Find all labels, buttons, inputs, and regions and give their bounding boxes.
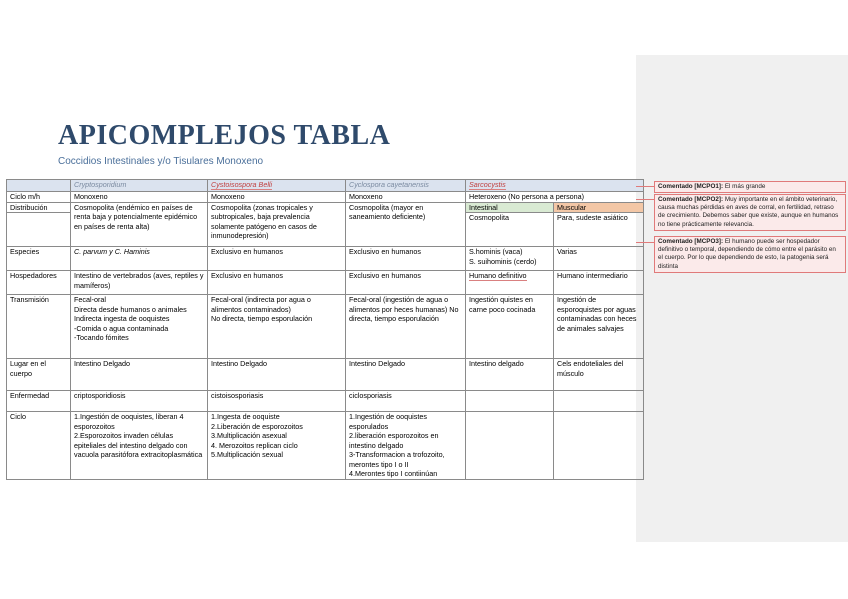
cell-line: 3.Multiplicación asexual bbox=[211, 431, 287, 440]
cell-line: 4.Merontes tipo I contiinúan bbox=[349, 469, 438, 478]
comment-text: El más grande bbox=[724, 183, 766, 190]
cell-line: 4. Merozoitos replican ciclo bbox=[211, 440, 298, 450]
cell-line: 2.Esporozoitos invaden células epiteliales del intestino delgado con vacuola parasitófora extracitoplasmática bbox=[74, 431, 203, 459]
comment-2[interactable] bbox=[654, 194, 846, 231]
table-cell: Intestino Delgado bbox=[346, 359, 466, 391]
table-cell: C. parvum y C. Haminis bbox=[71, 247, 208, 271]
comment-connector bbox=[636, 186, 654, 187]
cell-line: Directa desde humanos o animales bbox=[74, 304, 187, 314]
row-label: Especies bbox=[7, 247, 71, 271]
header-cyclospora: Cyclospora cayetanensis bbox=[346, 180, 466, 192]
apicomplejos-table bbox=[6, 179, 644, 480]
table-cell: Ingestión de esporoquistes por aguas contaminadas con heces de animales salvajes bbox=[554, 295, 644, 359]
table-row bbox=[7, 295, 644, 359]
header-cystoisospora bbox=[208, 180, 346, 192]
cell-line: -Tocando fómites bbox=[74, 333, 129, 342]
table-cell: Varias bbox=[554, 247, 644, 271]
comment-author: Comentado [MCPO1]: bbox=[658, 183, 724, 190]
cell-line: 3-Transformacion a trofozoito, merontes tipo I o II bbox=[349, 450, 445, 469]
row-label: Enfermedad bbox=[7, 391, 71, 412]
row-label: Hospedadores bbox=[7, 271, 71, 295]
table-row bbox=[7, 202, 644, 213]
cell-line: 1.Ingestión de ooquistes, liberan 4 esporozoitos bbox=[74, 412, 184, 431]
table-cell: Monoxeno bbox=[71, 192, 208, 203]
row-label: Ciclo bbox=[7, 412, 71, 480]
table-cell: Intestinal bbox=[466, 202, 554, 213]
table-cell bbox=[346, 412, 466, 480]
table-cell: Cosmopolita bbox=[466, 213, 554, 247]
species-line: S. suihominis (cerdo) bbox=[469, 256, 537, 266]
row-label: Transmisión bbox=[7, 295, 71, 359]
table-cell: Cosmopolita (endémico en países de renta baja y potencialmente epidémico en países de renta alta) bbox=[71, 202, 208, 247]
comments-pane bbox=[636, 55, 848, 542]
header-cell bbox=[7, 180, 71, 192]
table-cell bbox=[208, 412, 346, 480]
cell-line: 1.Ingesta de ooquiste bbox=[211, 412, 280, 421]
table-cell: Cels endoteliales del músculo bbox=[554, 359, 644, 391]
table-cell: criptosporidiosis bbox=[71, 391, 208, 412]
cell-line: No directa, tiempo esporulación bbox=[211, 314, 313, 323]
table-row bbox=[7, 271, 644, 295]
table-cell bbox=[71, 295, 208, 359]
table-cell bbox=[7, 213, 71, 247]
table-cell: Ingestión quistes en carne poco cocinada bbox=[466, 295, 554, 359]
comment-connector bbox=[636, 242, 654, 243]
table-cell: Fecal-oral (ingestión de agua o alimentos por heces humanas) No directa, tiempo esporulación bbox=[346, 295, 466, 359]
table-cell: Exclusivo en humanos bbox=[208, 247, 346, 271]
table-cell: Intestino Delgado bbox=[208, 359, 346, 391]
row-label: Lugar en el cuerpo bbox=[7, 359, 71, 391]
table-cell bbox=[466, 247, 554, 271]
comment-1[interactable] bbox=[654, 181, 846, 193]
cell-line: Indirecta ingesta de ooquistes bbox=[74, 314, 170, 323]
comment-3[interactable] bbox=[654, 236, 846, 273]
table-cell bbox=[466, 412, 554, 480]
table-cell: Para, sudeste asiático bbox=[554, 213, 644, 247]
table-cell: Heteroxeno (No persona a persona) bbox=[466, 192, 644, 203]
table-cell: Exclusivo en humanos bbox=[346, 247, 466, 271]
cell-line: 2.Liberación de esporozoitos bbox=[211, 421, 303, 431]
cell-line: Fecal-oral (indirecta por agua o alimentos contaminados) bbox=[211, 295, 311, 314]
comment-connector bbox=[636, 199, 654, 200]
table-cell bbox=[208, 295, 346, 359]
table-cell: Cosmopolita (mayor en saneamiento deficiente) bbox=[346, 202, 466, 247]
table-header-row bbox=[7, 180, 644, 192]
table-cell: Exclusivo en humanos bbox=[208, 271, 346, 295]
row-label: Distribución bbox=[7, 202, 71, 213]
table-cell bbox=[71, 412, 208, 480]
table-cell: Humano intermediario bbox=[554, 271, 644, 295]
table-cell: cistoisosporiasis bbox=[208, 391, 346, 412]
table-row bbox=[7, 391, 644, 412]
table-cell: Muscular bbox=[554, 202, 644, 213]
comment-text: Muy importante en el ámbito veterinario, causa muchas pérdidas en aves de corral, en fertilidad, retraso de crecimiento. Debemos saber que existe, aunque en humanos no tiene prácticamente relevancia. bbox=[658, 196, 839, 228]
comment-anchor[interactable]: Humano definitivo bbox=[469, 271, 527, 280]
cell-line: Fecal-oral bbox=[74, 295, 106, 304]
cell-line: 1.Ingestión de ooquistes esporulados bbox=[349, 412, 427, 431]
comment-author: Comentado [MCPO3]: bbox=[658, 238, 724, 245]
table-row bbox=[7, 247, 644, 271]
comment-anchor[interactable]: Sarcocystis bbox=[469, 180, 506, 189]
table-cell: Exclusivo en humanos bbox=[346, 271, 466, 295]
table-row bbox=[7, 412, 644, 480]
table-cell bbox=[466, 391, 554, 412]
page-subtitle: Coccidios Intestinales y/o Tisulares Monoxeno bbox=[58, 156, 264, 167]
table-cell: Intestino Delgado bbox=[71, 359, 208, 391]
header-sarcocystis bbox=[466, 180, 644, 192]
table-row bbox=[7, 192, 644, 203]
table-cell: Monoxeno bbox=[208, 192, 346, 203]
table-cell: Intestino delgado bbox=[466, 359, 554, 391]
comment-author: Comentado [MCPO2]: bbox=[658, 196, 724, 203]
table-cell: Monoxeno bbox=[346, 192, 466, 203]
cell-line: -Comida o agua contaminada bbox=[74, 323, 169, 333]
comment-anchor[interactable]: Cystoisospora Belli bbox=[211, 180, 273, 189]
cell-line: 2.liberación esporozoitos en intestino delgado bbox=[349, 431, 439, 450]
table-cell bbox=[466, 271, 554, 295]
table-cell: Cosmopolita (zonas tropicales y subtropicales, baja prevalencia solamente patógeno en casos de inmunodepresión) bbox=[208, 202, 346, 247]
table-cell: ciclosporiasis bbox=[346, 391, 466, 412]
table-cell bbox=[554, 412, 644, 480]
page-title: APICOMPLEJOS TABLA bbox=[58, 120, 391, 151]
header-cryptosporidium: Cryptosporidium bbox=[71, 180, 208, 192]
table-row bbox=[7, 359, 644, 391]
cell-line: 5.Multiplicación sexual bbox=[211, 450, 283, 459]
species-line: S.hominis (vaca) bbox=[469, 247, 523, 256]
table-cell: Intestino de vertebrados (aves, reptiles y mamíferos) bbox=[71, 271, 208, 295]
table-cell bbox=[554, 391, 644, 412]
row-label: Ciclo m/h bbox=[7, 192, 71, 203]
comment-text: El humano puede ser hospedador definitivo o temporal, dependiendo de cómo entre el parásito en el cuerpo. Por lo que dependiendo de esto, la patogenia será distinta bbox=[658, 238, 836, 270]
